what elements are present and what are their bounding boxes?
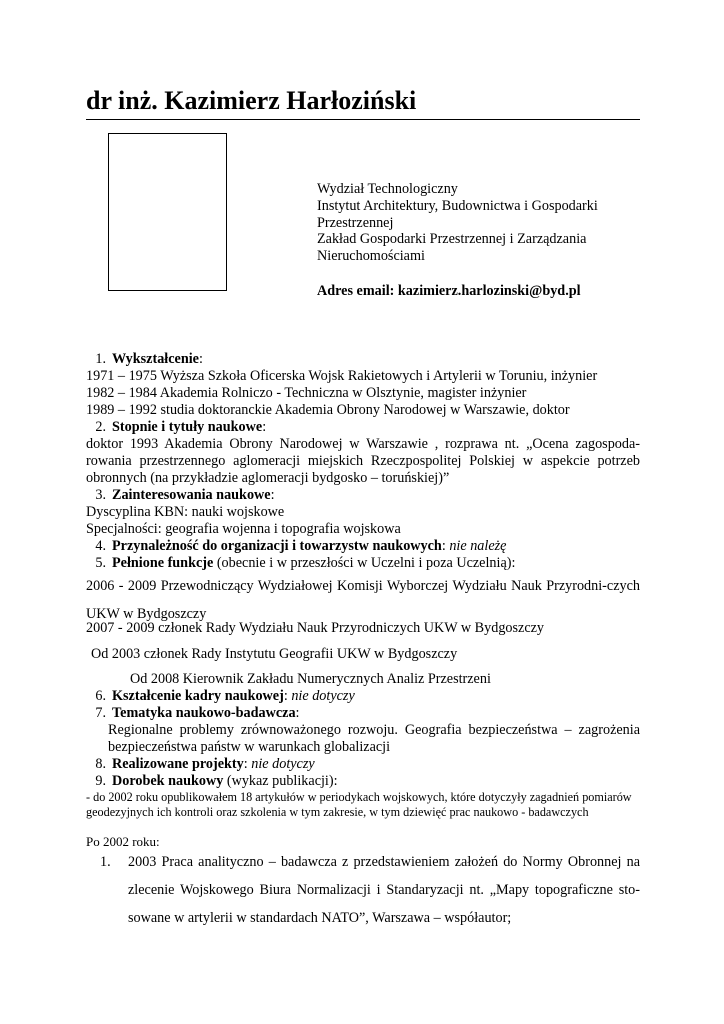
degrees-text: doktor 1993 Akademia Obrony Narodowej w Warszawie , rozprawa nt. „Ocena zagospoda-rowania przestrzennego aglomeracji miejskich Rzeczpospolitej Polskiej w aspekcie potrzeb obronnych (na przykładzie aglomeracji bydgosko – toruńskiej)” — [86, 436, 640, 486]
email-address[interactable]: kazimierz.harlozinski@byd.pl — [397, 282, 581, 299]
education-item: 1989 – 1992 studia doktoranckie Akademia Obrony Narodowej w Warszawie, doktor — [86, 402, 570, 418]
department: Zakład Gospodarki Przestrzennej i Zarządzania Nieruchomościami — [317, 231, 587, 265]
publications-pre2002: - do 2002 roku opublikowałem 18 artykułów w periodykach wojskowych, które dotyczyły zagadnień pomiarów geodezyjnych ich kontroli oraz szkolenia w tym zakresie, w tym dziewięć prac naukowo - badawczych — [86, 790, 632, 819]
section-projects-heading: 8. Realizowane projekty: nie dotyczy — [95, 756, 315, 772]
function-item: 2007 - 2009 członek Rady Wydziału Nauk Przyrodniczych UKW w Bydgoszczy — [86, 620, 545, 636]
publication-item: 2003 Praca analityczno – badawcza z przedstawieniem założeń do Normy Obronnej na zlecenie Wojskowego Biura Normalizacji i Standaryzacji nt. „Mapy topograficzne sto-sowane w artylerii w standardach NATO”, Warszawa – współautor; — [128, 854, 640, 926]
publications-post2002-label: Po 2002 roku: — [86, 834, 160, 849]
research-topics: Regionalne problemy zrównoważonego rozwoju. Geografia bezpieczeństwa – zagrożenia bezpieczeństwa państw w warunkach globalizacji — [108, 722, 640, 755]
email-label: Adres email: — [317, 282, 395, 299]
section-memberships-heading: 4. Przynależność do organizacji i towarzystw naukowych: nie należę — [95, 538, 507, 554]
education-item: 1971 – 1975 Wyższa Szkoła Oficerska Wojsk Rakietowych i Artylerii w Toruniu, inżynier — [86, 368, 598, 384]
section-training-heading: 6. Kształcenie kadry naukowej: nie dotyczy — [95, 688, 355, 704]
education-item: 1982 – 1984 Akademia Rolniczo - Techniczna w Olsztynie, magister inżynier — [86, 385, 527, 401]
publication-number: 1. — [100, 854, 111, 870]
function-item: 2006 - 2009 Przewodniczący Wydziałowej Komisji Wyborczej Wydziału Nauk Przyrodni-czych UKW w Bydgoszczy — [86, 578, 640, 622]
institute: Instytut Architektury, Budownictwa i Gospodarki Przestrzennej — [317, 197, 598, 231]
interests-specialties: Specjalności: geografia wojenna i topografia wojskowa — [86, 521, 401, 537]
function-item: Od 2003 członek Rady Instytutu Geografii UKW w Bydgoszczy — [91, 646, 458, 662]
function-item: Od 2008 Kierownik Zakładu Numerycznych Analiz Przestrzeni — [130, 671, 491, 687]
section-publications-heading: 9. Dorobek naukowy (wykaz publikacji): — [95, 773, 338, 789]
section-functions-heading: 5. Pełnione funkcje (obecnie i w przeszłości w Uczelni i poza Uczelnią): — [95, 555, 516, 571]
page-title: dr inż. Kazimierz Harłoziński — [86, 84, 640, 120]
section-degrees-heading: 2. Stopnie i tytuły naukowe: — [95, 419, 267, 435]
section-education-heading: 1. Wykształcenie: — [95, 351, 203, 367]
email-line — [317, 283, 637, 300]
affiliation-block — [317, 181, 637, 300]
section-interests-heading: 3. Zainteresowania naukowe: — [95, 487, 275, 503]
photo-placeholder — [108, 133, 227, 291]
faculty: Wydział Technologiczny — [317, 181, 458, 197]
section-research-heading: 7. Tematyka naukowo-badawcza: — [95, 705, 300, 721]
interests-discipline: Dyscyplina KBN: nauki wojskowe — [86, 504, 285, 520]
